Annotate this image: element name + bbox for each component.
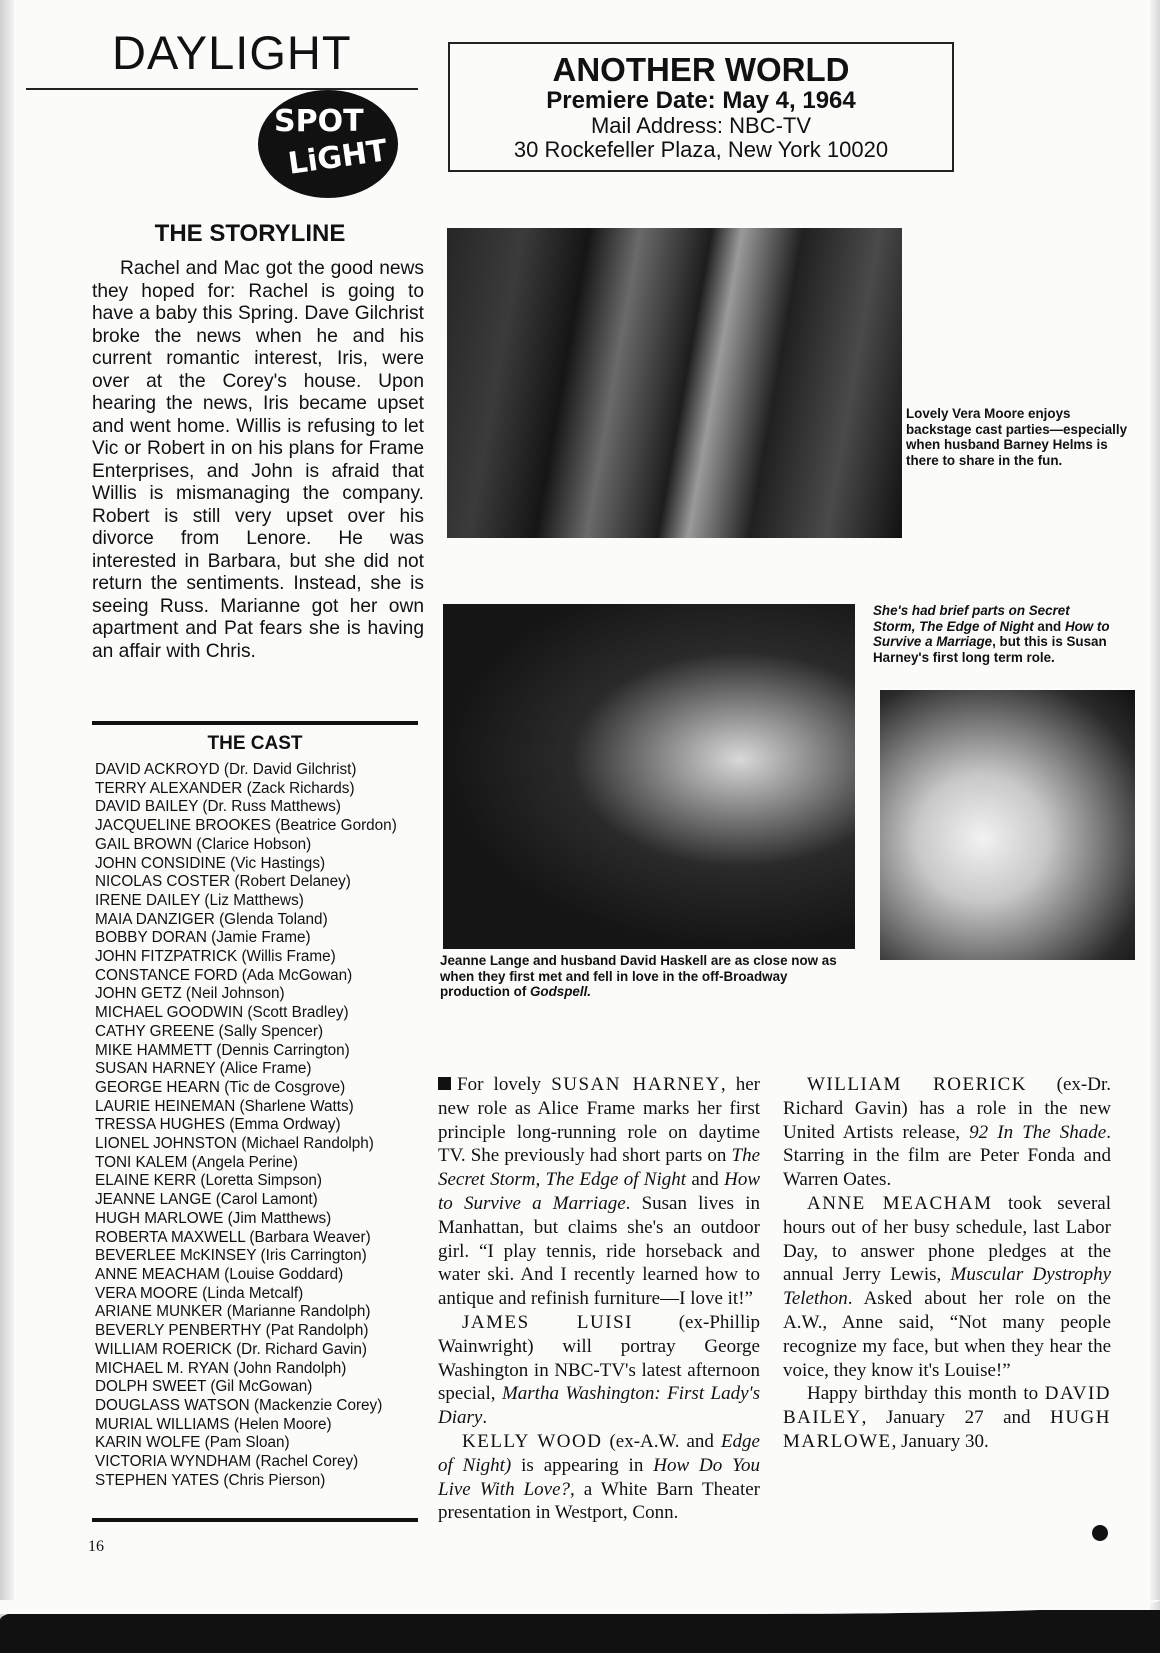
article-text: Edge of Night) bbox=[438, 1430, 760, 1476]
article-paragraph bbox=[438, 1073, 760, 1311]
article-text: , January 27 and bbox=[861, 1407, 1051, 1429]
cast-member: BEVERLY PENBERTHY (Pat Randolph) bbox=[95, 1322, 369, 1340]
article-text: JAMES LUISI bbox=[462, 1311, 633, 1333]
caption-part: and bbox=[1033, 618, 1065, 634]
cast-member: DAVID ACKROYD (Dr. David Gilchrist) bbox=[95, 761, 357, 778]
cast-member: MAIA DANZIGER (Glenda Toland) bbox=[95, 910, 328, 928]
article-column-1 bbox=[438, 1073, 760, 1525]
article-text: Happy birthday this month to bbox=[807, 1383, 1045, 1405]
cast-member: TERRY ALEXANDER (Zack Richards) bbox=[95, 779, 355, 797]
page-binding-shadow bbox=[0, 0, 14, 1653]
page-edge-shadow bbox=[1150, 0, 1160, 1653]
article-text: SUSAN HARNEY bbox=[551, 1074, 721, 1095]
cast-member: WILLIAM ROERICK (Dr. Richard Gavin) bbox=[95, 1340, 367, 1358]
page-number: 16 bbox=[88, 1538, 104, 1555]
cast-member: CONSTANCE FORD (Ada McGowan) bbox=[95, 966, 353, 984]
cast-member: LIONEL JOHNSTON (Michael Randolph) bbox=[95, 1135, 374, 1153]
article-text: , a White Barn Theater presentation in Westport, Conn. bbox=[438, 1478, 760, 1524]
cast-member: GEORGE HEARN (Tic de Cosgrove) bbox=[95, 1078, 346, 1096]
cast-member: JOHN GETZ (Neil Johnson) bbox=[95, 985, 285, 1003]
cast-member: ROBERTA MAXWELL (Barbara Weaver) bbox=[95, 1228, 371, 1246]
photo-caption-vera-moore: Lovely Vera Moore enjoys backstage cast parties—especially when husband Barney Helms is there to share in the fun. bbox=[906, 406, 1128, 468]
cast-member: KARIN WOLFE (Pam Sloan) bbox=[95, 1434, 290, 1452]
article-paragraph bbox=[783, 1192, 1111, 1382]
cast-member: MICHAEL M. RYAN (John Randolph) bbox=[95, 1359, 347, 1377]
article-text: , her new role as Alice Frame marks her first principle long-running role on daytime TV. She previously had short parts on bbox=[438, 1074, 760, 1167]
cast-bottom-rule bbox=[92, 1518, 418, 1522]
photo-jeanne-lange-david-haskell bbox=[443, 604, 855, 949]
cast-heading: THE CAST bbox=[207, 733, 303, 754]
cast-member: JOHN FITZPATRICK (Willis Frame) bbox=[95, 948, 336, 966]
cast-member: JEANNE LANGE (Carol Lamont) bbox=[95, 1191, 318, 1209]
cast-member: DAVID BAILEY (Dr. Russ Matthews) bbox=[95, 798, 341, 816]
caption-part: How to Survive a Marriage bbox=[873, 618, 1110, 649]
spotlight-badge-line2: LiGHT bbox=[286, 133, 390, 182]
article-paragraph bbox=[783, 1382, 1111, 1453]
masthead-rule bbox=[26, 88, 418, 90]
article-text: , January 30. bbox=[891, 1430, 989, 1452]
cast-member: STEPHEN YATES (Chris Pierson) bbox=[95, 1471, 326, 1489]
photo-susan-harney bbox=[880, 690, 1135, 960]
article-text: is appearing in bbox=[511, 1454, 654, 1476]
article-text: . Asked about her role on the A.W., Anne said, “Not many people recognize my face, but when they hear the voice, they know it's Louise!” bbox=[783, 1288, 1111, 1381]
cast-member: DOUGLASS WATSON (Mackenzie Corey) bbox=[95, 1396, 383, 1414]
end-mark-icon bbox=[1092, 1525, 1108, 1541]
cast-member: ELAINE KERR (Loretta Simpson) bbox=[95, 1172, 322, 1190]
article-paragraph bbox=[438, 1311, 760, 1430]
cast-member: VERA MOORE (Linda Metcalf) bbox=[95, 1284, 304, 1302]
cast-member: JOHN CONSIDINE (Vic Hastings) bbox=[95, 854, 326, 872]
cast-member: HUGH MARLOWE (Jim Matthews) bbox=[95, 1209, 332, 1227]
cast-member: VICTORIA WYNDHAM (Rachel Corey) bbox=[95, 1453, 359, 1471]
article-text: (ex-Phillip Wainwright) will portray George Washington in NBC-TV's latest afternoon special, bbox=[438, 1311, 760, 1405]
cast-member: DOLPH SWEET (Gil McGowan) bbox=[95, 1378, 313, 1396]
street-address: 30 Rockefeller Plaza, New York 10020 bbox=[513, 137, 889, 162]
show-info-box bbox=[448, 42, 954, 172]
article-text: KELLY WOOD bbox=[462, 1430, 603, 1452]
cast-member: NICOLAS COSTER (Robert Delaney) bbox=[95, 873, 351, 891]
article-text: (ex-A.W. and bbox=[602, 1430, 721, 1452]
article-text: . bbox=[482, 1407, 488, 1429]
cast-member: GAIL BROWN (Clarice Hobson) bbox=[95, 835, 312, 853]
cast-member: TONI KALEM (Angela Perine) bbox=[95, 1153, 298, 1171]
storyline-heading: THE STORYLINE bbox=[154, 220, 346, 247]
article-text: Martha Washington: First Lady's Diary bbox=[438, 1383, 760, 1429]
article-text: DAVID BAILEY bbox=[783, 1383, 1111, 1429]
cast-member: BEVERLEE McKINSEY (Iris Carrington) bbox=[95, 1247, 367, 1265]
article-text: How Do You Live With Love? bbox=[438, 1454, 760, 1500]
article-text: How to Survive a Marriage bbox=[438, 1169, 760, 1214]
cast-member: SUSAN HARNEY (Alice Frame) bbox=[95, 1060, 312, 1078]
photo-caption-susan-harney bbox=[873, 603, 1113, 665]
cast-member: ANNE MEACHAM (Louise Goddard) bbox=[95, 1265, 344, 1283]
premiere-date: Premiere Date: May 4, 1964 bbox=[546, 87, 856, 114]
article-text: The Secret Storm, The Edge of Night bbox=[438, 1145, 760, 1191]
article-text: For lovely bbox=[457, 1074, 552, 1095]
cast-member: BOBBY DORAN (Jamie Frame) bbox=[95, 929, 311, 947]
masthead-title: DAYLIGHT bbox=[112, 26, 352, 79]
caption-part: She's had brief parts on Secret Storm, The Edge of Night bbox=[873, 603, 1070, 634]
storyline-text: Rachel and Mac got the good news they hoped for: Rachel is going to have a baby this Spring. Dave Gilchrist broke the news when he and his current romantic interest, Iris, were over at the Corey's house. Upon hearing the news, Iris became upset and went home. Willis is refusing to let Vic or Robert in on his plans for Frame Enterprises, and John is afraid that Willis is mismanaging the company. Robert is still very upset over his divorce from Lenore. He was interested in Barbara, but she did not return the sentiments. Instead, she is seeing Russ. Marianne got her own apartment and Pat fears she is having an affair with Chris. bbox=[92, 258, 424, 662]
cast-member: MURIAL WILLIAMS (Helen Moore) bbox=[95, 1415, 332, 1433]
caption-part: Jeanne Lange and husband David Haskell are as close now as when they first met and fell in love in the off-Broadway production of bbox=[440, 953, 837, 999]
article-column-2 bbox=[783, 1073, 1111, 1454]
cast-member: JACQUELINE BROOKES (Beatrice Gordon) bbox=[95, 817, 397, 835]
cast-member: CATHY GREENE (Sally Spencer) bbox=[95, 1022, 324, 1040]
article-paragraph bbox=[783, 1073, 1111, 1192]
cast-top-rule bbox=[92, 721, 418, 725]
bullet-square-icon bbox=[438, 1077, 451, 1090]
cast-member: LAURIE HEINEMAN (Sharlene Watts) bbox=[95, 1097, 354, 1115]
article-text: . Starring in the film are Peter Fonda and Warren Oates. bbox=[783, 1121, 1111, 1191]
cast-member: MIKE HAMMETT (Dennis Carrington) bbox=[95, 1041, 350, 1059]
cast-list bbox=[95, 761, 425, 1490]
article-text: took several hours out of her busy schedule, last Labor Day, to answer phone pledges at the annual Jerry Lewis, bbox=[783, 1192, 1112, 1286]
article-text: 92 In The Shade bbox=[969, 1121, 1107, 1143]
mail-address: Mail Address: NBC-TV bbox=[590, 113, 812, 138]
caption-part: , but this is Susan Harney's first long term role. bbox=[873, 634, 1107, 665]
show-title: ANOTHER WORLD bbox=[552, 51, 850, 88]
caption-part: Godspell. bbox=[530, 984, 592, 999]
article-text: . Susan lives in Manhattan, but claims she's an outdoor girl. “I play tennis, ride horseback and water ski. And I recently learned how to antique and refinish furniture—I love it!” bbox=[438, 1192, 761, 1310]
article-text: HUGH MARLOWE bbox=[783, 1407, 1111, 1452]
article-text: ANNE MEACHAM bbox=[807, 1192, 993, 1214]
cast-member: IRENE DAILEY (Liz Matthews) bbox=[95, 891, 304, 909]
article-text: and bbox=[686, 1169, 725, 1191]
article-text: (ex-Dr. Richard Gavin) has a role in the new United Artists release, bbox=[783, 1074, 1111, 1143]
page-bottom-shadow bbox=[0, 1610, 1160, 1653]
cast-member: TRESSA HUGHES (Emma Ordway) bbox=[95, 1116, 341, 1134]
article-paragraph bbox=[438, 1430, 760, 1525]
cast-member: MICHAEL GOODWIN (Scott Bradley) bbox=[95, 1004, 349, 1022]
spotlight-badge bbox=[258, 90, 398, 198]
spotlight-badge-line1: SPOT bbox=[274, 104, 364, 139]
article-text: Muscular Dystrophy Telethon bbox=[783, 1264, 1112, 1310]
cast-member: ARIANE MUNKER (Marianne Randolph) bbox=[95, 1303, 371, 1321]
photo-caption-jeanne-lange bbox=[440, 953, 860, 1000]
photo-vera-moore-barney-helms bbox=[447, 228, 902, 538]
article-text: WILLIAM ROERICK bbox=[807, 1074, 1027, 1095]
